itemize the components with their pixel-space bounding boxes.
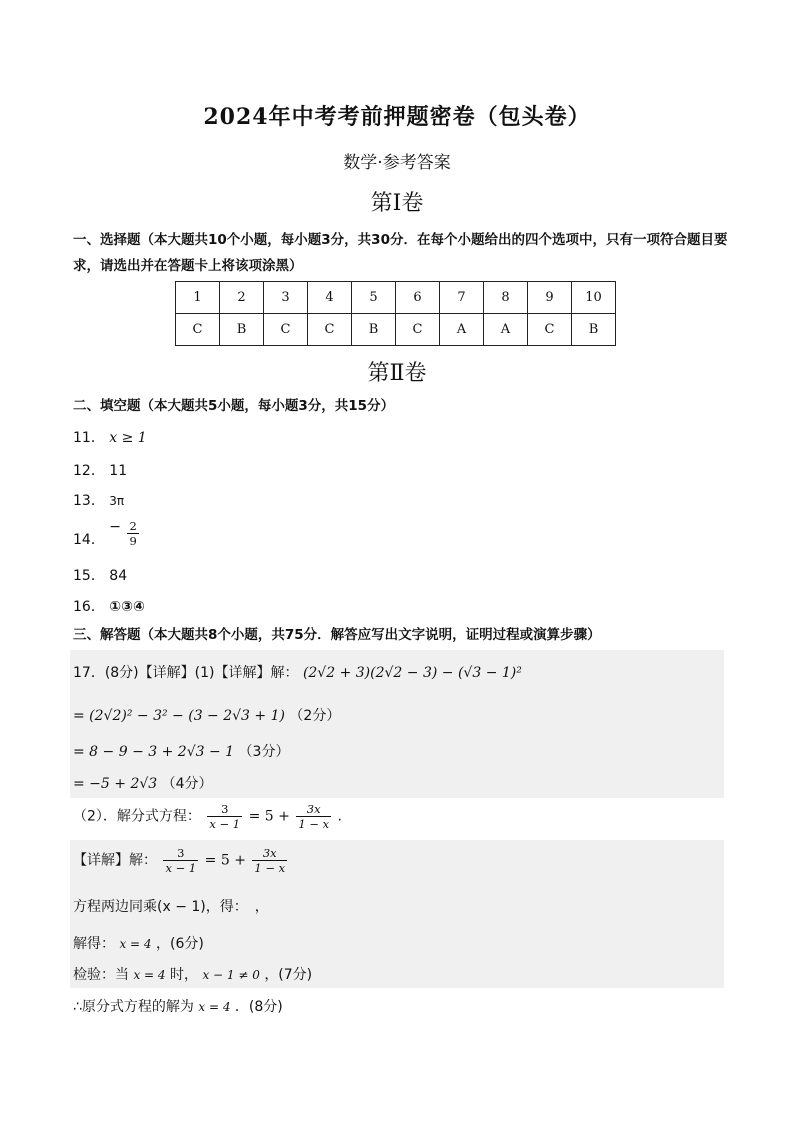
score-note: ，(7分) xyxy=(264,967,313,983)
fill-answer-12 xyxy=(73,460,127,480)
answer-value: 84 xyxy=(109,568,128,584)
question-label: 13． xyxy=(73,493,105,509)
question-number-cell: 4 xyxy=(308,282,352,314)
equation-middle: = 5 + xyxy=(204,852,246,869)
question-label: 11． xyxy=(73,430,105,446)
fill-answer-16 xyxy=(73,596,145,616)
step-expression: x = 4 xyxy=(133,968,166,982)
fraction-numerator: 3 xyxy=(207,802,242,817)
fill-answer-13 xyxy=(73,490,124,510)
fraction-denominator: 1 − x xyxy=(298,817,330,831)
fraction-right xyxy=(296,802,331,831)
fraction-left xyxy=(163,846,198,875)
solution-17-part2-question xyxy=(73,802,342,831)
answer-cell: B xyxy=(572,314,616,346)
solution-prefix: 17．(8分)【详解】(1)【详解】解： xyxy=(73,665,299,681)
question-number-cell: 10 xyxy=(572,282,616,314)
fraction-numerator: 3 xyxy=(163,846,198,861)
answer-fraction xyxy=(127,519,138,548)
answer-table-number-row xyxy=(176,282,616,314)
question-number-cell: 6 xyxy=(396,282,440,314)
answer-cell: C xyxy=(308,314,352,346)
fraction-numerator: 3x xyxy=(252,846,287,861)
solution-17-step-solve xyxy=(73,933,204,953)
solution-17-conclusion xyxy=(73,996,283,1016)
score-note: ．(8分) xyxy=(234,999,283,1015)
step-text: 方程两边同乘(x − 1)，得： ， xyxy=(73,899,269,915)
question-number-cell: 2 xyxy=(220,282,264,314)
question-number-cell: 1 xyxy=(176,282,220,314)
score-note: （3分） xyxy=(238,744,290,760)
solution-17-line-2 xyxy=(73,705,340,725)
fill-answer-14 xyxy=(73,519,141,549)
part-1-heading: 第Ⅰ卷 xyxy=(370,191,424,216)
equation-end: . xyxy=(337,808,342,825)
answer-cell: A xyxy=(440,314,484,346)
solution-17-detail-line xyxy=(73,846,289,875)
equation-middle: = 5 + xyxy=(248,808,290,825)
question-number-cell: 7 xyxy=(440,282,484,314)
answer-cell: B xyxy=(220,314,264,346)
solution-17-step-multiply xyxy=(73,896,269,916)
document-title: 2024年中考考前押题密卷（包头卷） xyxy=(203,104,591,130)
solution-expression: = 8 − 9 − 3 + 2√3 − 1 xyxy=(73,744,235,760)
question-label: 16． xyxy=(73,599,105,615)
solution-17-step-check xyxy=(73,964,312,984)
detail-prefix: 【详解】解： xyxy=(73,852,157,869)
fraction-denominator: 9 xyxy=(129,534,137,548)
document-subtitle: 数学·参考答案 xyxy=(343,153,451,173)
question-number-cell: 3 xyxy=(264,282,308,314)
fill-answer-15 xyxy=(73,565,127,585)
fraction-denominator: x − 1 xyxy=(209,817,241,831)
answer-value: 3π xyxy=(109,494,125,508)
fraction-denominator: x − 1 xyxy=(165,861,197,875)
question-label: 14． xyxy=(73,532,105,548)
step-prefix: 解得： xyxy=(73,936,115,952)
answer-cell: C xyxy=(528,314,572,346)
solution-expression: (2√2 + 3)(2√2 − 3) − (√3 − 1)² xyxy=(302,665,522,681)
answer-cell: A xyxy=(484,314,528,346)
score-note: ，(6分) xyxy=(156,936,204,952)
section-solution-title: 三、解答题（本大题共8个小题，共75分．解答应写出文字说明，证明过程或演算步骤） xyxy=(73,627,601,643)
step-expression: x = 4 xyxy=(198,1000,231,1014)
fraction-right xyxy=(252,846,287,875)
answer-sign: − xyxy=(109,519,122,535)
step-expression: x − 1 ≠ 0 xyxy=(202,968,260,982)
question-number-cell: 8 xyxy=(484,282,528,314)
part-2-heading: 第Ⅱ卷 xyxy=(367,361,427,386)
step-prefix: 检验：当 xyxy=(73,967,129,983)
answer-table xyxy=(175,281,616,346)
fill-answer-11 xyxy=(73,427,147,447)
fraction-numerator: 3x xyxy=(296,802,331,817)
solution-expression: = −5 + 2√3 xyxy=(73,776,158,792)
answer-cell: C xyxy=(264,314,308,346)
solution-expression: = (2√2)² − 3² − (3 − 2√3 + 1) xyxy=(73,708,285,724)
step-middle: 时， xyxy=(170,967,198,983)
step-expression: x = 4 xyxy=(119,937,152,951)
answer-value: 11 xyxy=(109,463,128,479)
fraction-denominator: 1 − x xyxy=(254,861,286,875)
fraction-left xyxy=(207,802,242,831)
solution-17-line-1 xyxy=(73,662,522,682)
answer-cell: C xyxy=(396,314,440,346)
score-note: （4分） xyxy=(161,776,213,792)
question-label: 15． xyxy=(73,568,105,584)
fraction-numerator: 2 xyxy=(129,519,137,533)
section-multiple-choice-title: 一、选择题（本大题共10个小题，每小题3分，共30分．在每个小题给出的四个选项中，只有一项符合题目要求，请选出并在答题卡上将该项涂黑） xyxy=(73,232,728,274)
question-number-cell: 9 xyxy=(528,282,572,314)
answer-cell: B xyxy=(352,314,396,346)
solution-17-line-4 xyxy=(73,773,213,793)
answer-value: x ≥ 1 xyxy=(109,430,147,446)
question-prefix: （2）．解分式方程： xyxy=(73,808,201,825)
answer-table-answer-row xyxy=(176,314,616,346)
solution-17-line-3 xyxy=(73,741,289,761)
question-label: 12． xyxy=(73,463,105,479)
answer-value: ①③④ xyxy=(109,599,145,615)
step-prefix: ∴原分式方程的解为 xyxy=(73,999,194,1015)
question-number-cell: 5 xyxy=(352,282,396,314)
answer-cell: C xyxy=(176,314,220,346)
section-fill-blank-title: 二、填空题（本大题共5小题，每小题3分，共15分） xyxy=(73,398,395,414)
score-note: （2分） xyxy=(289,708,341,724)
